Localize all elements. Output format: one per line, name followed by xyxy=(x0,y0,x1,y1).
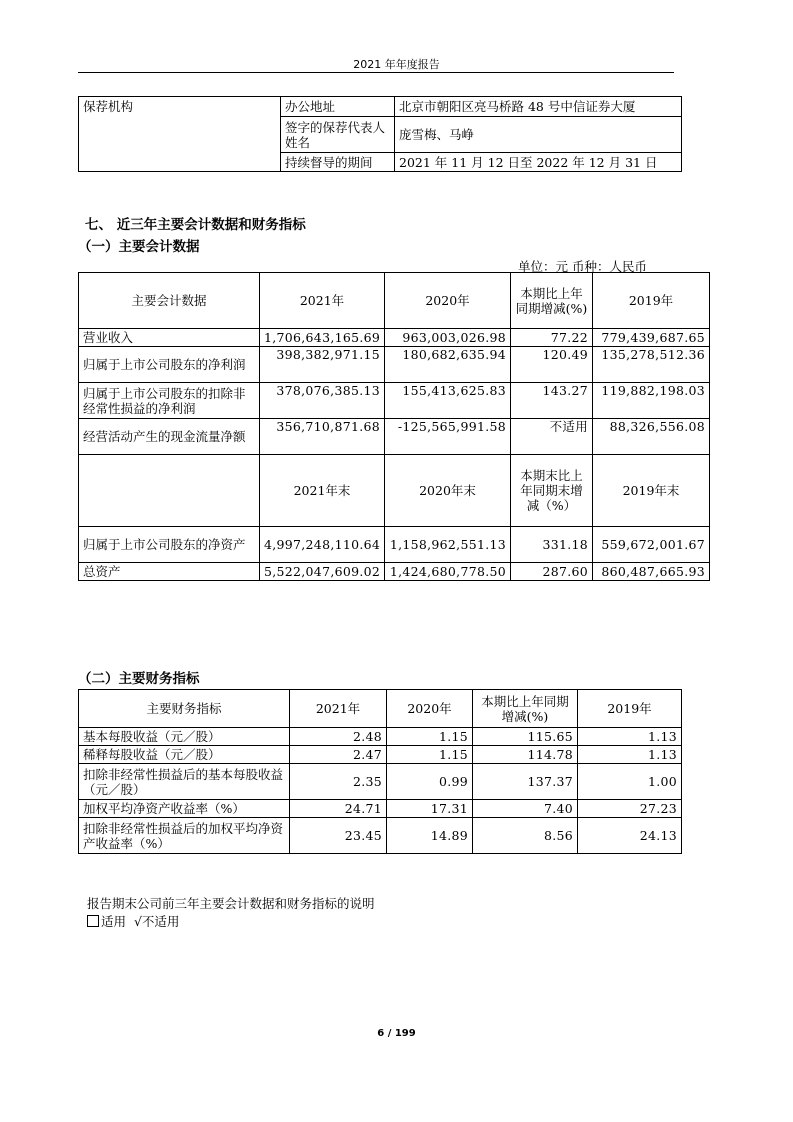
row-label: 基本每股收益（元／股） xyxy=(79,728,290,746)
cell-value: 135,278,512.36 xyxy=(593,347,710,383)
not-applicable-label: √不适用 xyxy=(133,914,180,929)
sponsor-row-value: 北京市朝阳区亮马桥路 48 号中信证券大厦 xyxy=(395,97,682,117)
page-number: 6 / 199 xyxy=(377,1028,416,1039)
applicable-label: 适用 xyxy=(101,914,127,929)
cell-value: 115.65 xyxy=(473,728,578,746)
cell-value: 2.35 xyxy=(290,764,387,800)
column-header: 2021年末 xyxy=(260,455,385,527)
table-row xyxy=(79,818,682,854)
subsection-title: （一）主要会计数据 xyxy=(78,239,200,255)
row-label: 稀释每股收益（元／股） xyxy=(79,746,290,764)
sponsor-row-value: 2021 年 11 月 12 日至 2022 年 12 月 31 日 xyxy=(395,153,682,172)
cell-value: 4,997,248,110.64 xyxy=(260,527,385,563)
table-row xyxy=(79,728,682,746)
cell-value: 1,424,680,778.50 xyxy=(385,563,511,581)
cell-value: 24.13 xyxy=(578,818,682,854)
table-row xyxy=(79,383,710,419)
cell-value: 1.00 xyxy=(578,764,682,800)
cell-value: 5,522,047,609.02 xyxy=(260,563,385,581)
column-header: 本期比上年同期增减(%) xyxy=(473,690,578,728)
cell-value: 7.40 xyxy=(473,800,578,818)
cell-value: 114.78 xyxy=(473,746,578,764)
cell-value: 559,672,001.67 xyxy=(593,527,710,563)
cell-value: 398,382,971.15 xyxy=(260,347,385,383)
row-label: 扣除非经常性损益后的基本每股收益（元／股） xyxy=(79,764,290,800)
accounting-data-table xyxy=(78,272,710,581)
column-header: 主要财务指标 xyxy=(79,690,290,728)
cell-value: 143.27 xyxy=(511,383,593,419)
cell-value: 17.31 xyxy=(387,800,473,818)
row-label: 营业收入 xyxy=(79,329,260,347)
table-row xyxy=(79,329,710,347)
cell-value: 1,158,962,551.13 xyxy=(385,527,511,563)
cell-value: 1.15 xyxy=(387,728,473,746)
column-header: 2020年 xyxy=(387,690,473,728)
column-header: 2021年 xyxy=(290,690,387,728)
table-row xyxy=(79,563,710,581)
sponsor-row-value: 庞雪梅、马峥 xyxy=(395,117,682,153)
cell-value: -125,565,991.58 xyxy=(385,419,511,455)
row-label: 经营活动产生的现金流量净额 xyxy=(79,419,260,455)
cell-value: 88,326,556.08 xyxy=(593,419,710,455)
cell-value: 331.18 xyxy=(511,527,593,563)
row-label: 归属于上市公司股东的净资产 xyxy=(79,527,260,563)
cell-value: 137.37 xyxy=(473,764,578,800)
sponsor-row-label: 持续督导的期间 xyxy=(281,153,395,172)
row-label: 加权平均净资产收益率（%） xyxy=(79,800,290,818)
cell-value: 1.15 xyxy=(387,746,473,764)
cell-value: 0.99 xyxy=(387,764,473,800)
row-label: 扣除非经常性损益后的加权平均净资产收益率（%） xyxy=(79,818,290,854)
note-options xyxy=(87,912,179,930)
row-label: 归属于上市公司股东的净利润 xyxy=(79,347,260,383)
column-header: 2019年末 xyxy=(593,455,710,527)
cell-value: 180,682,635.94 xyxy=(385,347,511,383)
cell-value: 1.13 xyxy=(578,728,682,746)
column-header: 2020年 xyxy=(385,273,511,329)
column-header: 2019年 xyxy=(593,273,710,329)
cell-value: 356,710,871.68 xyxy=(260,419,385,455)
financial-indicators-table xyxy=(78,689,682,854)
cell-value: 120.49 xyxy=(511,347,593,383)
unit-label: 单位：元 币种：人民币 xyxy=(518,259,647,274)
column-header: 2021年 xyxy=(260,273,385,329)
cell-value: 23.45 xyxy=(290,818,387,854)
cell-value: 24.71 xyxy=(290,800,387,818)
checkbox-empty-icon xyxy=(87,915,99,927)
table-row xyxy=(79,419,710,455)
table-row xyxy=(79,527,710,563)
cell-value: 2.48 xyxy=(290,728,387,746)
cell-value: 287.60 xyxy=(511,563,593,581)
cell-value: 77.22 xyxy=(511,329,593,347)
table-row xyxy=(79,746,682,764)
report-header: 2021 年年度报告 xyxy=(353,58,440,71)
cell-value: 27.23 xyxy=(578,800,682,818)
column-header: 主要会计数据 xyxy=(79,273,260,329)
note-title: 报告期末公司前三年主要会计数据和财务指标的说明 xyxy=(87,896,375,911)
cell-value: 860,487,665.93 xyxy=(593,563,710,581)
cell-value: 14.89 xyxy=(387,818,473,854)
cell-value: 1,706,643,165.69 xyxy=(260,329,385,347)
cell-value: 1.13 xyxy=(578,746,682,764)
cell-value: 378,076,385.13 xyxy=(260,383,385,419)
table-row xyxy=(79,800,682,818)
cell-value: 119,882,198.03 xyxy=(593,383,710,419)
header-divider xyxy=(78,72,674,73)
column-header: 本期比上年同期增减(%) xyxy=(511,273,593,329)
column-header: 2020年末 xyxy=(385,455,511,527)
cell-value: 155,413,625.83 xyxy=(385,383,511,419)
cell-value: 779,439,687.65 xyxy=(593,329,710,347)
column-header: 2019年 xyxy=(578,690,682,728)
cell-value: 8.56 xyxy=(473,818,578,854)
cell-value: 963,003,026.98 xyxy=(385,329,511,347)
column-header: 本期末比上年同期末增减（%） xyxy=(511,455,593,527)
sponsor-org-label: 保荐机构 xyxy=(79,97,281,172)
subsection-title: （二）主要财务指标 xyxy=(78,671,200,687)
row-label: 归属于上市公司股东的扣除非经常性损益的净利润 xyxy=(79,383,260,419)
sponsor-row-label: 办公地址 xyxy=(281,97,395,117)
column-header xyxy=(79,455,260,527)
table-row xyxy=(79,764,682,800)
sponsor-row-label: 签字的保荐代表人姓名 xyxy=(281,117,395,153)
cell-value: 2.47 xyxy=(290,746,387,764)
cell-value: 不适用 xyxy=(511,419,593,455)
sponsor-table xyxy=(78,96,682,172)
row-label: 总资产 xyxy=(79,563,260,581)
table-row xyxy=(79,347,710,383)
section-title: 七、 近三年主要会计数据和财务指标 xyxy=(85,217,306,233)
